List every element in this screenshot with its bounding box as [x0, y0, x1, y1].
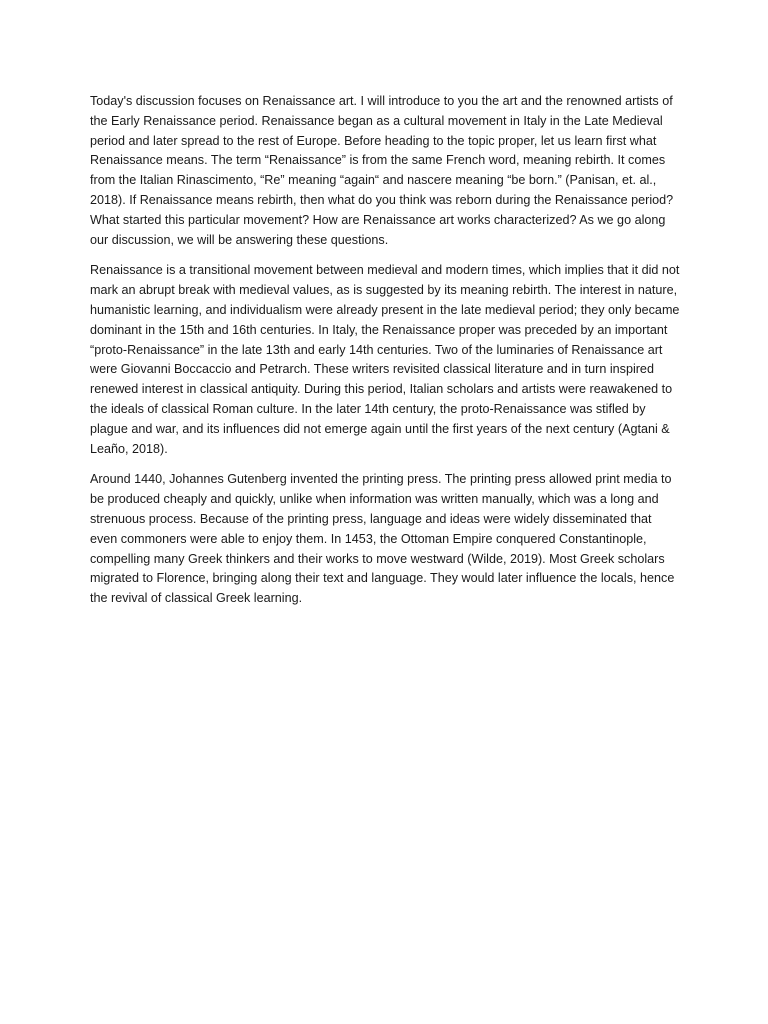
- document-body: [90, 92, 680, 620]
- paragraph-intro: Today's discussion focuses on Renaissance art. I will introduce to you the art and the renowned artists of the Early Renaissance period. Renaissance began as a cultural movement in Italy in the Late Medieval period and later spread to the rest of Europe. Before heading to the topic proper, let us learn first what Renaissance means. The term “Renaissance” is from the same French word, meaning rebirth. It comes from the Italian Rinascimento, “Re” meaning “again“ and nascere meaning “be born.” (Panisan, et. al., 2018). If Renaissance means rebirth, then what do you think was reborn during the Renaissance period? What started this particular movement? How are Renaissance art works characterized? As we go along our discussion, we will be answering these questions.: [90, 94, 674, 247]
- paragraph-printing-press: Around 1440, Johannes Gutenberg invented the printing press. The printing press allowed print media to be produced cheaply and quickly, unlike when information was written manually, which was a long and strenuous process. Because of the printing press, language and ideas were widely disseminated that even commoners were able to enjoy them. In 1453, the Ottoman Empire conquered Constantinople, compelling many Greek thinkers and their works to move westward (Wilde, 2019). Most Greek scholars migrated to Florence, bringing along their text and language. They would later influence the locals, hence the revival of classical Greek learning.: [90, 472, 675, 606]
- paragraph-transitional-movement: Renaissance is a transitional movement between medieval and modern times, which implies that it did not mark an abrupt break with medieval values, as is suggested by its meaning rebirth. The interest in nature, humanistic learning, and individualism were already present in the late medieval period; they only became dominant in the 15th and 16th centuries. In Italy, the Renaissance proper was preceded by an important “proto-Renaissance” in the late 13th and early 14th centuries. Two of the luminaries of Renaissance art were Giovanni Boccaccio and Petrarch. These writers revisited classical literature and in turn inspired renewed interest in classical antiquity. During this period, Italian scholars and artists were reawakened to the ideals of classical Roman culture. In the later 14th century, the proto-Renaissance was stifled by plague and war, and its influences did not emerge again until the first years of the next century (Agtani & Leaño, 2018).: [90, 263, 680, 456]
